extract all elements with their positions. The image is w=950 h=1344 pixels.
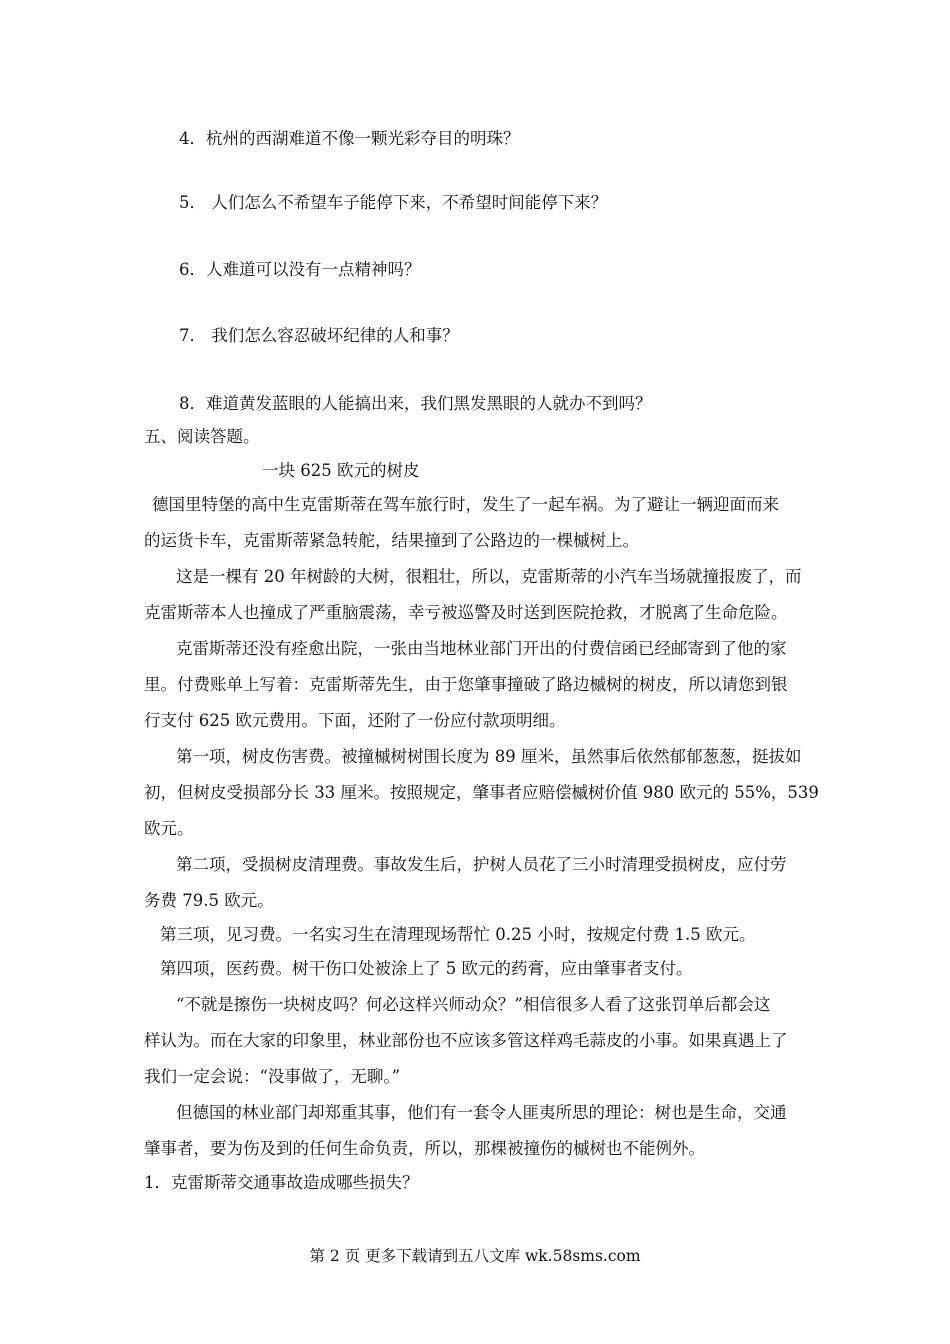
article-line: 务费 79.5 欧元。 bbox=[144, 891, 274, 910]
section-heading: 五、阅读答题。 bbox=[144, 427, 260, 446]
question-7: 7． 我们怎么容忍破坏纪律的人和事？ bbox=[179, 326, 459, 345]
article-line: 肇事者，要为伤及到的任何生命负责，所以，那棵被撞伤的槭树也不能例外。 bbox=[144, 1139, 705, 1158]
article-line: 克雷斯蒂还没有痊愈出院，一张由当地林业部门开出的付费信函已经邮寄到了他的家 bbox=[176, 639, 787, 658]
article-line: 第一项，树皮伤害费。被撞槭树树围长度为 89 厘米，虽然事后依然郁郁葱葱，挺拔如 bbox=[176, 747, 802, 766]
article-line: 第三项，见习费。一名实习生在清理现场帮忙 0.25 小时，按规定付费 1.5 欧元。 bbox=[160, 925, 756, 944]
reading-question-1: 1．克雷斯蒂交通事故造成哪些损失？ bbox=[144, 1173, 419, 1192]
article-line: 我们一定会说：“没事做了，无聊。” bbox=[144, 1067, 401, 1086]
question-4: 4．杭州的西湖难道不像一颗光彩夺目的明珠？ bbox=[179, 129, 520, 148]
article-line: 第二项，受损树皮清理费。事故发生后，护树人员花了三小时清理受损树皮，应付劳 bbox=[176, 855, 787, 874]
article-line: 但德国的林业部门却郑重其事，他们有一套令人匪夷所思的理论：树也是生命，交通 bbox=[176, 1103, 787, 1122]
article-line: 这是一棵有 20 年树龄的大树，很粗壮，所以，克雷斯蒂的小汽车当场就撞报废了，而 bbox=[176, 567, 802, 586]
article-line: 里。付费账单上写着：克雷斯蒂先生，由于您肇事撞破了路边槭树的树皮，所以请您到银 bbox=[144, 675, 788, 694]
article-line: 样认为。而在大家的印象里，林业部份也不应该多管这样鸡毛蒜皮的小事。如果真遇上了 bbox=[144, 1031, 788, 1050]
article-line: “不就是擦伤一块树皮吗？何必这样兴师动众？”相信很多人看了这张罚单后都会这 bbox=[176, 995, 771, 1014]
question-6: 6．人难道可以没有一点精神吗？ bbox=[179, 260, 421, 279]
article-line: 初，但树皮受损部分长 33 厘米。按照规定，肇事者应赔偿槭树价值 980 欧元的 55%，539 bbox=[144, 783, 819, 802]
article-line: 第四项，医药费。树干伤口处被涂上了 5 欧元的药膏，应由肇事者支付。 bbox=[160, 959, 693, 978]
article-line: 德国里特堡的高中生克雷斯蒂在驾车旅行时，发生了一起车祸。为了避让一辆迎面而来 bbox=[152, 495, 779, 514]
page-footer: 第 2 页 更多下载请到五八文库 wk.58sms.com bbox=[309, 1247, 641, 1265]
article-line: 行支付 625 欧元费用。下面，还附了一份应付款项明细。 bbox=[144, 711, 566, 730]
article-line: 克雷斯蒂本人也撞成了严重脑震荡，幸亏被巡警及时送到医院抢救，才脱离了生命危险。 bbox=[144, 603, 788, 622]
question-5: 5． 人们怎么不希望车子能停下来，不希望时间能停下来？ bbox=[179, 193, 608, 212]
question-8: 8．难道黄发蓝眼的人能搞出来，我们黑发黑眼的人就办不到吗？ bbox=[179, 394, 652, 413]
article-line: 欧元。 bbox=[144, 819, 194, 838]
article-line: 的运货卡车，克雷斯蒂紧急转舵，结果撞到了公路边的一棵槭树上。 bbox=[144, 531, 639, 550]
article-title: 一块 625 欧元的树皮 bbox=[262, 461, 420, 480]
